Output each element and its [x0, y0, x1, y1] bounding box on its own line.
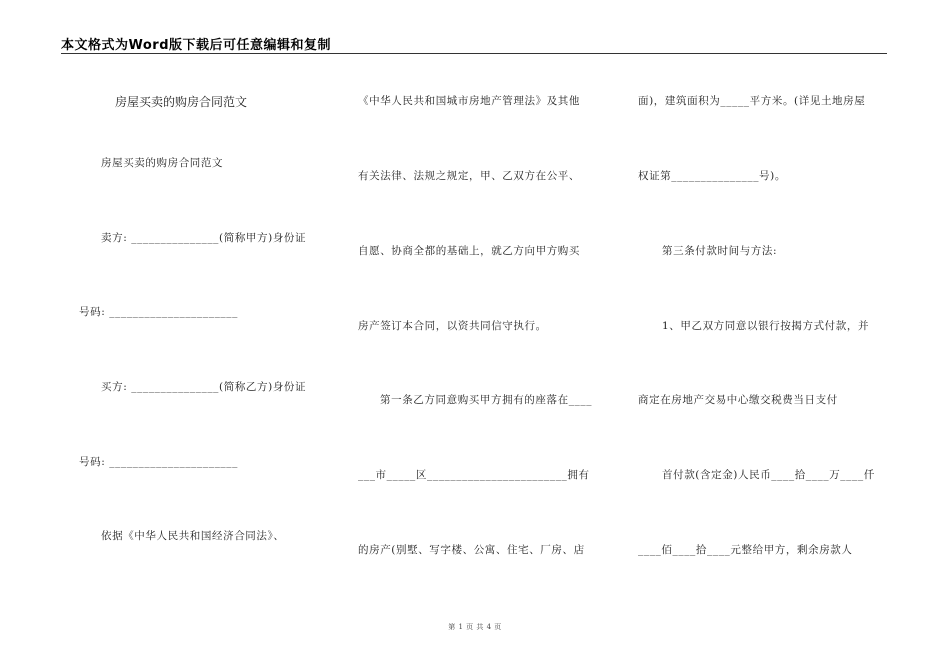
col1-line-2: 卖方: _______________(简称甲方)身份证 — [101, 232, 307, 244]
col1-line-1: 房屋买卖的购房合同范文 — [101, 157, 224, 169]
col2-line-7: 的房产(别墅、写字楼、公寓、住宅、厂房、店 — [358, 544, 585, 556]
header-divider — [61, 53, 887, 54]
col2-line-6: ___市_____区________________________拥有 — [358, 469, 590, 481]
col3-line-1: 面)，建筑面积为_____平方米。(详见土地房屋 — [638, 95, 866, 107]
col1-line-4: 买方: _______________(简称乙方)身份证 — [101, 381, 307, 393]
col1-line-3: 号码: ______________________ — [79, 306, 238, 318]
col1-line-6: 依据《中华人民共和国经济合同法》、 — [101, 530, 285, 542]
col3-line-7: ____佰____拾____元整给甲方，剩余房款人 — [638, 544, 853, 556]
col3-line-2: 权证第_______________号)。 — [638, 170, 786, 182]
document-header — [61, 34, 887, 52]
col2-line-1: 《中华人民共和国城市房地产管理法》及其他 — [358, 95, 580, 107]
col1-line-5: 号码: ______________________ — [79, 456, 238, 468]
document-title: 房屋买卖的购房合同范文 — [115, 95, 248, 109]
col2-line-4: 房产签订本合同，以资共同信守执行。 — [358, 320, 547, 332]
col2-line-2: 有关法律、法规之规定，甲、乙双方在公平、 — [358, 170, 580, 182]
col3-line-5: 商定在房地产交易中心缴交税费当日支付 — [638, 394, 838, 406]
col3-line-6: 首付款(含定金)人民币____拾____万____仟 — [662, 469, 875, 481]
col3-line-3: 第三条付款时间与方法: — [662, 245, 778, 257]
col3-line-4: 1、甲乙双方同意以银行按揭方式付款，并 — [662, 320, 870, 332]
col2-line-3: 自愿、协商全都的基础上，就乙方向甲方购买 — [358, 245, 580, 257]
col2-line-5: 第一条乙方同意购买甲方拥有的座落在____ — [380, 394, 593, 406]
page-number: 第 1 页 共 4 页 — [448, 623, 502, 631]
header-title: 本文格式为Word版下载后可任意编辑和复制 — [61, 38, 332, 53]
